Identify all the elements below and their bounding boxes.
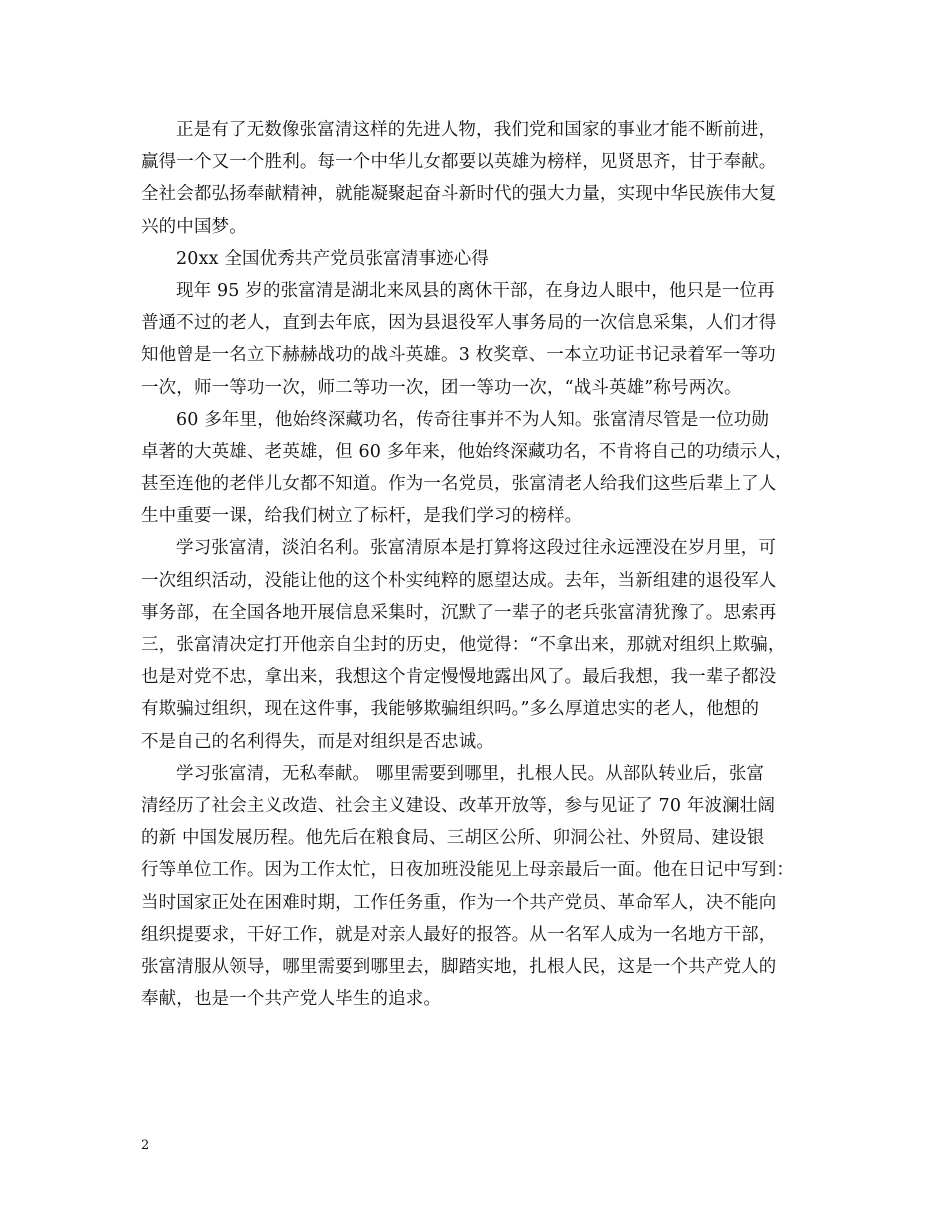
paragraph-line: 兴的中国梦。 [141, 216, 247, 237]
paragraph-line: 不是自己的名利得失，而是对组织是否忠诚。 [141, 731, 494, 752]
paragraph-line: 奉献，也是一个共产党人毕生的追求。 [141, 989, 442, 1010]
paragraph-line: 事务部，在全国各地开展信息采集时，沉默了一辈子的老兵张富清犹豫了。思索再 [141, 602, 777, 623]
paragraph-line: 甚至连他的老伴儿女都不知道。作为一名党员，张富清老人给我们这些后辈上了人 [141, 474, 777, 495]
paragraph-line: 行等单位工作。因为工作太忙，日夜加班没能见上母亲最后一面。他在日记中写到： [141, 860, 795, 881]
paragraph-line: 有欺骗过组织，现在这件事，我能够欺骗组织吗。”多么厚道忠实的老人，他想的 [141, 699, 760, 720]
paragraph-line: 组织提要求，干好工作，就是对亲人最好的报答。从一名军人成为一名地方干部， [141, 924, 777, 945]
paragraph-line: 学习张富清，淡泊名利。张富清原本是打算将这段过往永远湮没在岁月里，可 [176, 538, 777, 559]
paragraph-line: 正是有了无数像张富清这样的先进人物，我们党和国家的事业才能不断前进， [176, 120, 777, 140]
paragraph-line: 全社会都弘扬奉献精神，就能凝聚起奋斗新时代的强大力量，实现中华民族伟大复 [141, 184, 777, 205]
paragraph-line: 生中重要一课，给我们树立了标杆，是我们学习的榜样。 [141, 506, 583, 527]
paragraph-line: 当时国家正处在困难时期，工作任务重，作为一个共产党员、革命军人，决不能向 [141, 892, 777, 913]
paragraph-line: 一次组织活动，没能让他的这个朴实纯粹的愿望达成。去年，当新组建的退役军人 [141, 570, 777, 591]
paragraph-line: 现年 95 岁的张富清是湖北来凤县的离休干部，在身边人眼中，他只是一位再 [176, 280, 775, 301]
paragraph-line: 的新 中国发展历程。他先后在粮食局、三胡区公所、卯洞公社、外贸局、建设银 [141, 828, 765, 849]
page-number: 2 [141, 1138, 150, 1153]
document-body [141, 114, 813, 1015]
paragraph-line: 一次，师一等功一次，师二等功一次，团一等功一次，“战斗英雄”称号两次。 [141, 377, 742, 398]
paragraph-line: 学习张富清，无私奉献。 哪里需要到哪里，扎根人民。从部队转业后，张富 [176, 763, 765, 784]
paragraph-line: 也是对党不忠，拿出来，我想这个肯定慢慢地露出风了。最后我想，我一辈子都没 [141, 667, 777, 688]
paragraph-line: 赢得一个又一个胜利。每一个中华儿女都要以英雄为榜样，见贤思齐，甘于奉献。 [141, 152, 777, 173]
paragraph-line: 清经历了社会主义改造、社会主义建设、改革开放等，参与见证了 70 年波澜壮阔 [141, 795, 776, 816]
section-heading: 20xx 全国优秀共产党员张富清事迹心得 [176, 248, 490, 269]
paragraph-line: 卓著的大英雄、老英雄，但 60 多年来，他始终深藏功名，不肯将自己的功绩示人， [141, 441, 793, 462]
paragraph-line: 三，张富清决定打开他亲自尘封的历史，他觉得：“不拿出来，那就对组织上欺骗， [141, 635, 786, 655]
paragraph-line: 普通不过的老人，直到去年底，因为县退役军人事务局的一次信息采集，人们才得 [141, 313, 777, 334]
paragraph-line: 知他曾是一名立下赫赫战功的战斗英雄。3 枚奖章、一本立功证书记录着军一等功 [141, 345, 776, 366]
paragraph-line: 张富清服从领导，哪里需要到哪里去，脚踏实地，扎根人民，这是一个共产党人的 [141, 956, 777, 977]
paragraph-line: 60 多年里，他始终深藏功名，传奇往事并不为人知。张富清尽管是一位功勋 [176, 409, 770, 430]
